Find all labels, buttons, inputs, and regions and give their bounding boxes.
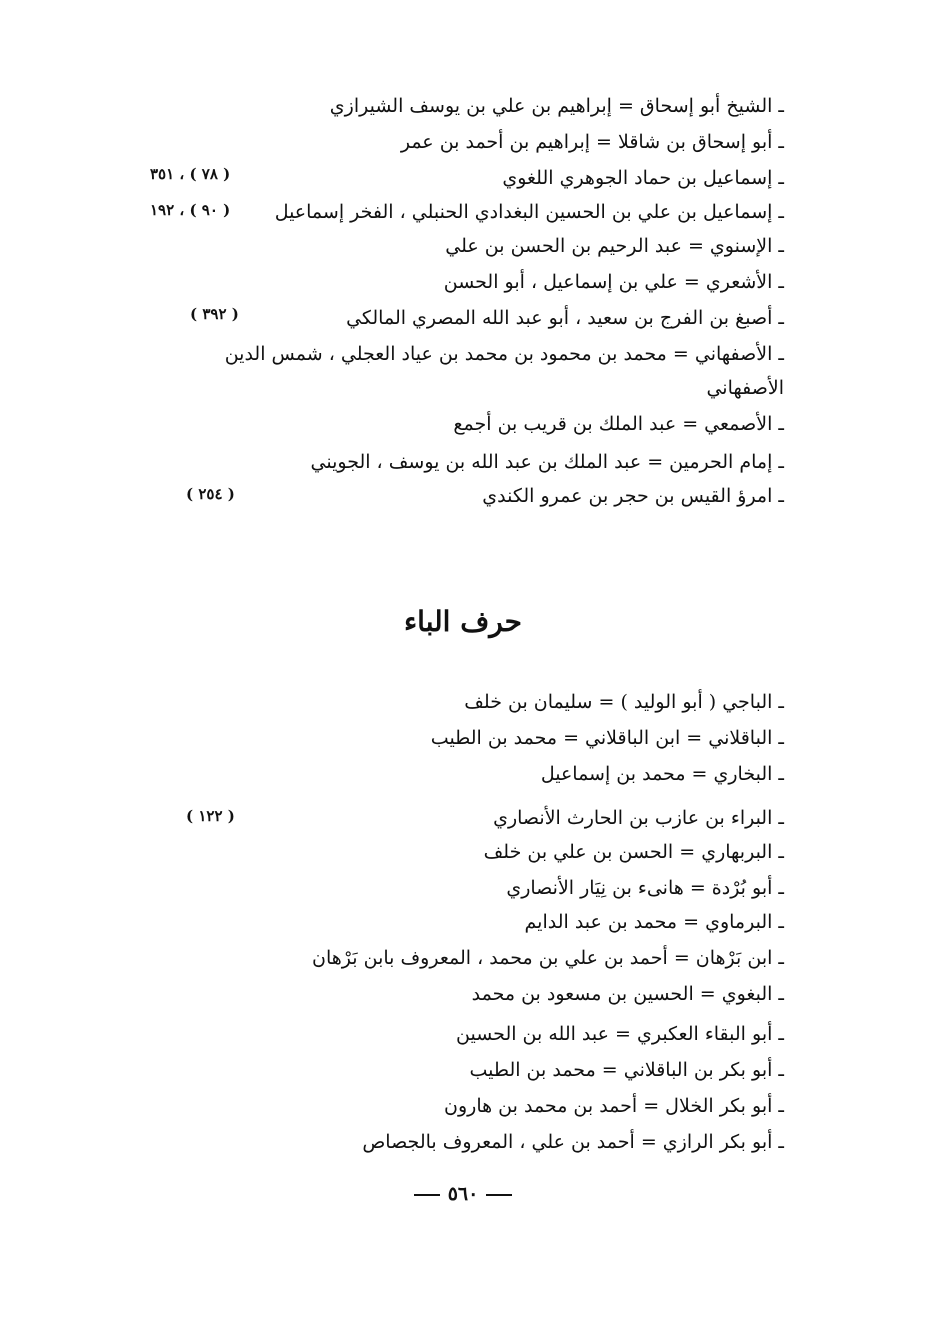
section-heading: حرف الباء xyxy=(404,605,522,638)
index-entry: ـ البخاري = محمد بن إسماعيل xyxy=(540,763,784,785)
index-entry: ـ البربهاري = الحسن بن علي بن خلف xyxy=(483,841,784,863)
index-entry: ـ البغوي = الحسين بن مسعود بن محمد xyxy=(471,983,784,1005)
index-entry: ـ الأشعري = علي بن إسماعيل ، أبو الحسن xyxy=(443,271,784,293)
page-reference: ( ١٢٢ ) xyxy=(186,807,235,825)
index-entry: ـ البراء بن عازب بن الحارث الأنصاري xyxy=(493,807,784,829)
index-entry: ـ أبو بكر بن الباقلاني = محمد بن الطيب xyxy=(469,1059,784,1081)
index-entry: ـ أبو بكر الرازي = أحمد بن علي ، المعروف بالجصاص xyxy=(362,1131,784,1153)
index-entry: ـ الإسنوي = عبد الرحيم بن الحسن بن علي xyxy=(445,235,784,257)
page-reference: ( ٢٥٤ ) xyxy=(186,485,235,503)
index-entry: ـ الأصمعي = عبد الملك بن قريب بن أجمع xyxy=(453,413,784,435)
page-reference: ( ٩٠ ) ، ١٩٢ xyxy=(150,201,231,219)
index-entry: ـ الأصفهاني = محمد بن محمود بن محمد بن عياد العجلي ، شمس الدين xyxy=(224,343,784,365)
index-entry: ـ أبو البقاء العكبري = عبد الله بن الحسين xyxy=(456,1023,784,1045)
index-entry: ـ إسماعيل بن حماد الجوهري اللغوي xyxy=(502,167,784,189)
index-entry: ـ أبو بُرْدة = هانىء بن نِيَار الأنصاري xyxy=(506,877,784,899)
index-entry: ـ أصبغ بن الفرج بن سعيد ، أبو عبد الله المصري المالكي xyxy=(346,307,784,329)
page-number: ٥٦٠ xyxy=(447,1183,479,1205)
index-entry: ـ إسماعيل بن علي بن الحسين البغدادي الحنبلي ، الفخر إسماعيل xyxy=(274,201,784,223)
dash-right xyxy=(414,1194,440,1196)
dash-left xyxy=(486,1194,512,1196)
index-entry-continuation: الأصفهاني xyxy=(706,377,784,399)
index-entry: ـ أبو إسحاق بن شاقلا = إبراهيم بن أحمد بن عمر xyxy=(400,131,784,153)
index-entry: ـ الباجي ( أبو الوليد ) = سليمان بن خلف xyxy=(464,691,784,713)
index-entry: ـ إمام الحرمين = عبد الملك بن عبد الله بن يوسف ، الجويني xyxy=(310,451,784,473)
index-entry: ـ الشيخ أبو إسحاق = إبراهيم بن علي بن يوسف الشيرازي xyxy=(329,95,784,117)
index-entry: ـ البرماوي = محمد بن عبد الدايم xyxy=(524,911,784,933)
index-entry: ـ ابن بَرْهان = أحمد بن علي بن محمد ، المعروف بابن بَرْهان xyxy=(312,947,784,969)
index-entry: ـ امرؤ القيس بن حجر بن عمرو الكندي xyxy=(482,485,784,507)
page-number-row xyxy=(0,1180,926,1208)
page-reference: ( ٧٨ ) ، ٣٥١ xyxy=(150,165,231,183)
page-reference: ( ٣٩٢ ) xyxy=(190,305,239,323)
index-entry: ـ أبو بكر الخلال = أحمد بن محمد بن هارون xyxy=(444,1095,784,1117)
index-entry: ـ الباقلاني = ابن الباقلاني = محمد بن الطيب xyxy=(430,727,784,749)
